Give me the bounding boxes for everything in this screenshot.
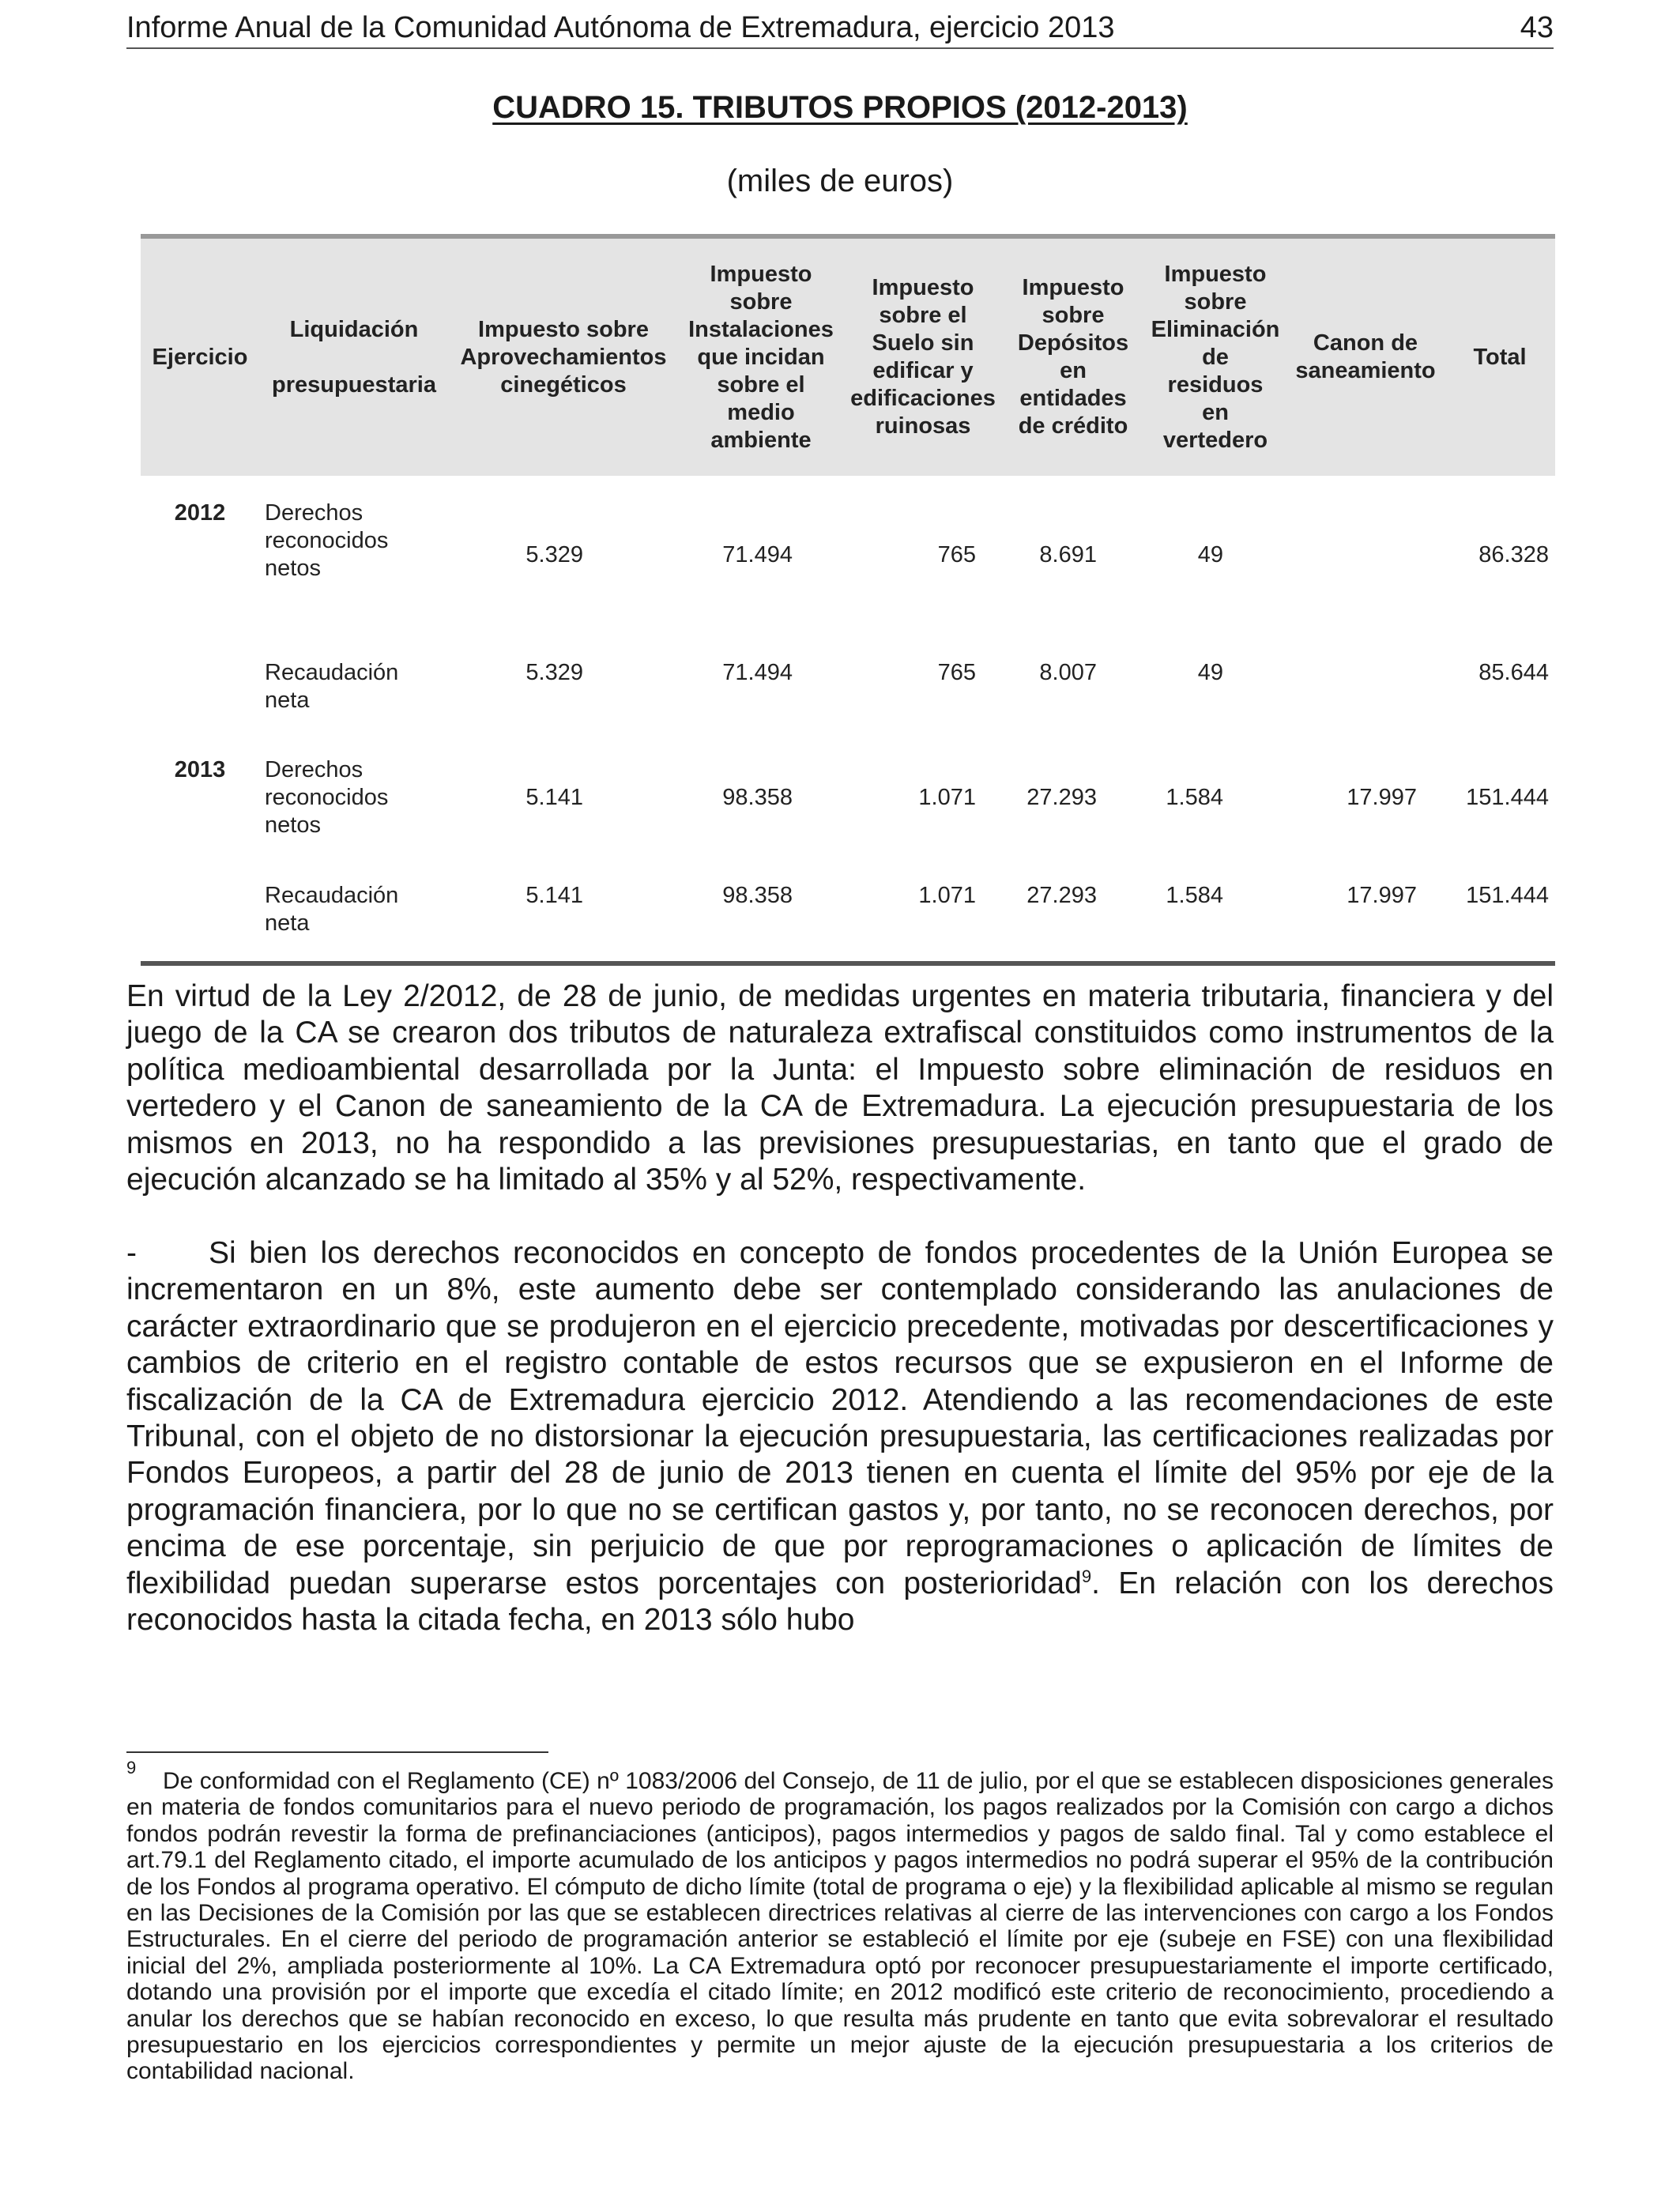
cell-total: 151.444 [1466,883,1549,908]
cell-suelo: 765 [937,660,976,685]
col-header-ejercicio: Ejercicio [152,344,248,370]
col-header-canon: Canon de saneamiento [1295,330,1436,383]
cell-residuos: 1.584 [1166,785,1223,810]
table-body [141,476,1555,966]
table-header [141,234,1555,476]
footnote: $^9$De conformidad con el Reglamento (CE) nº 1083/2006 del Consejo, de 11 de julio, por el que se establecen disposiciones generales en materia de fondos comunitarios para el nuevo periodo de programación, los pagos realizados por la Comisión con cargo a dichos fondos podrán revestir la forma de prefinanciaciones (anticipos), pagos intermedios y pagos de saldo final. Tal y como establece el art.79.1 del Reglamento citado, el importe acumulado de los anticipos y pagos intermedios no podrá superar el 95% de la contribución de los Fondos al programa operativo. El cómputo de dicho límite (total de programa o eje) y la flexibilidad aplicable al mismo se regulan en las Decisiones de la Comisión por las que se establecen directrices relativas al cierre de las intervenciones con cargo a los Fondos Estructurales. En el cierre del periodo de programación anterior se estableció el límite por eje (subeje en FSE) con una flexibilidad inicial del 2%, ampliada posteriormente al 10%. La CA Extremadura optó por reconocer presupuestariamente el importe certificado, dotando una provisión por el importe que excedía el citado límite; en 2012 modificó este criterio de reconocimiento, procediendo a anular los derechos que se habían reconocido en exceso, lo que resulta más prudente en tanto que evita sobrevalorar el resultado presupuestario en los ejercicios correspondientes y permite un mejor ajuste de la ejecución presupuestaria a los criterios de contabilidad nacional. [126,1758,1554,2085]
table-title-text: CUADRO 15. TRIBUTOS PROPIOS (2012-2013) [492,90,1188,125]
col-header-suelo: Impuesto sobre el Suelo sin edificar y edificaciones ruinosas [850,275,996,439]
table-title [126,89,1554,126]
cell-aprovechamientos: 5.329 [525,660,583,685]
cell-concept: Derechos reconocidos netos [265,757,389,838]
cell-year: 2013 [174,757,226,782]
table-row [141,756,1555,851]
body-paragraph-1: En virtud de la Ley 2/2012, de 28 de junio, de medidas urgentes en materia tributaria, financiera y del juego de la CA se crearon dos tributos de naturaleza extrafiscal constituidos como instrumentos de la política medioambiental desarrollada por la Junta: el Impuesto sobre eliminación de residuos en vertedero y el Canon de saneamiento de la CA de Extremadura. La ejecución presupuestaria de los mismos en 2013, no ha respondido a las previsiones presupuestarias, en tanto que el grado de ejecución alcanzado se ha limitado al 35% y al 52%, respectivamente. [126,979,1554,1197]
col-header-total: Total [1473,344,1527,370]
body-paragraph-2-continuation: . En relación con los derechos reconocidos hasta la citada fecha, en 2013 sólo hubo [126,1566,1554,1638]
cell-depositos: 8.007 [1039,660,1097,685]
cell-instalaciones: 71.494 [722,660,793,685]
table-row [141,499,1555,602]
cell-aprovechamientos: 5.141 [525,785,583,810]
col-header-liquidacion: Liquidación presupuestaria [272,316,436,398]
tributos-table [141,234,1555,966]
cell-depositos: 8.691 [1039,542,1097,567]
cell-instalaciones: 98.358 [722,883,793,908]
table-row [141,882,1555,945]
cell-concept: Recaudación neta [265,660,399,713]
cell-residuos: 49 [1197,542,1223,567]
body-paragraph-2 [126,1235,1554,1638]
cell-depositos: 27.293 [1026,883,1097,908]
report-title: Informe Anual de la Comunidad Autónoma de Extremadura, ejercicio 2013 [126,11,1115,44]
cell-aprovechamientos: 5.141 [525,883,583,908]
cell-concept: Recaudación neta [265,883,399,936]
cell-suelo: 1.071 [918,785,976,810]
cell-total: 85.644 [1478,660,1549,685]
cell-year: 2012 [174,500,226,526]
list-dash: - [126,1236,137,1270]
cell-residuos: 49 [1197,660,1223,685]
table-units: (miles de euros) [726,164,954,198]
cell-canon: 17.997 [1347,883,1417,908]
page-header [126,8,1554,49]
cell-depositos: 27.293 [1026,785,1097,810]
cell-aprovechamientos: 5.329 [525,542,583,567]
table-row [141,659,1555,722]
cell-total: 151.444 [1466,785,1549,810]
page-number: 43 [1520,11,1554,44]
footnote-reference[interactable]: 9 [1081,1566,1092,1586]
col-header-instalaciones: Impuesto sobre Instalaciones que incidan sobre el medio ambiente [688,261,834,453]
col-header-residuos: Impuesto sobre Eliminación de residuos en vertedero [1151,261,1280,453]
cell-concept: Derechos reconocidos netos [265,500,389,581]
cell-suelo: 765 [937,542,976,567]
cell-total: 86.328 [1478,542,1549,567]
footnote-text: De conformidad con el Reglamento (CE) nº 1083/2006 del Consejo, de 11 de julio, por el que se establecen disposiciones generales en materia de fondos comunitarios para el nuevo periodo de programación, los pagos realizados por la Comisión con cargo a dichos fondos podrán revestir la forma de prefinanciaciones (anticipos), pagos intermedios y pagos de saldo final. Tal y como establece el art.79.1 del Reglamento citado, el importe acumulado de los anticipos y pagos intermedios no podrá superar el 95% de la contribución de los Fondos al programa operativo. El cómputo de dicho límite (total de programa o eje) y la flexibilidad aplicable al mismo se regulan en las Decisiones de la Comisión por las que se establecen directrices relativas al cierre de las intervenciones con cargo a los Fondos Estructurales. En el cierre del periodo de programación anterior se estableció el límite por eje (subeje en FSE) con una flexibilidad inicial del 2%, ampliada posteriormente al 10%. La CA Extremadura optó por reconocer presupuestariamente el importe certificado, dotando una provisión por el importe que excedía el citado límite; en 2012 modificó este criterio de reconocimiento, procediendo a anular los derechos que se habían reconocido en exceso, lo que resulta más prudente en tanto que evita sobrevalorar el resultado presupuestario en los ejercicios correspondientes y permite un mejor ajuste de la ejecución presupuestaria a los criterios de contabilidad nacional. [126,1768,1554,2085]
col-header-depositos: Impuesto sobre Depósitos en entidades de crédito [1017,275,1129,439]
cell-canon: 17.997 [1347,785,1417,810]
cell-instalaciones: 98.358 [722,785,793,810]
cell-residuos: 1.584 [1166,883,1223,908]
cell-instalaciones: 71.494 [722,542,793,567]
col-header-aprovechamientos: Impuesto sobre Aprovechamientos cinegéticos [460,316,667,398]
body-paragraph-2-text: Si bien los derechos reconocidos en concepto de fondos procedentes de la Unión Europea se incrementaron en un 8%, este aumento debe ser contemplado considerando las anulaciones de carácter extraordinario que se produjeron en el ejercicio precedente, motivadas por descertificaciones y cambios de criterio en el registro contable de estos recursos que se expusieron en el Informe de fiscalización de la CA de Extremadura ejercicio 2012. Atendiendo a las recomendaciones de este Tribunal, con el objeto de no distorsionar la ejecución presupuestaria, las certificaciones realizadas por Fondos Europeos, a partir del 28 de junio de 2013 tienen en cuenta el límite del 95% por eje de la programación financiera, por lo que no se certifican gastos y, por tanto, no se reconocen derechos, por encima de ese porcentaje, sin perjuicio de que por reprogramaciones o aplicación de límites de flexibilidad puedan superarse estos porcentajes con posterioridad [126,1236,1554,1600]
footnote-separator [126,1751,548,1753]
cell-suelo: 1.071 [918,883,976,908]
